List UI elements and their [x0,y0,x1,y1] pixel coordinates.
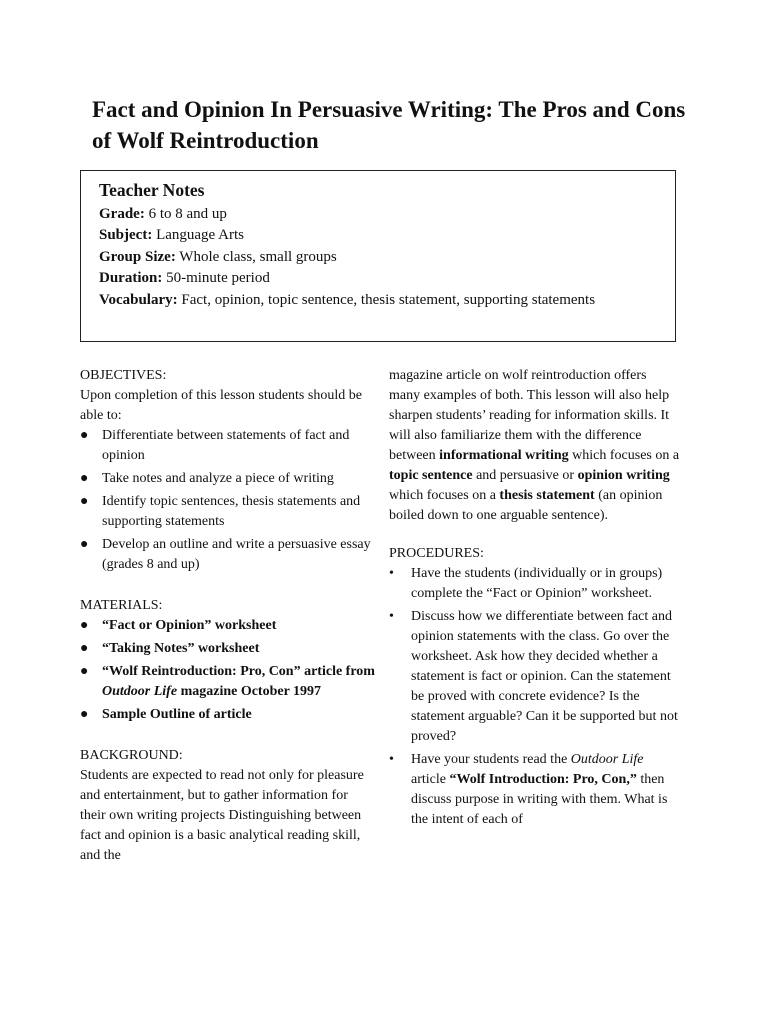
procedure-text-c: then discuss purpose in writing with them. What is the intent of each of [411,772,668,827]
bold-term: topic sentence [389,468,473,483]
material-text: “Fact or Opinion” worksheet [102,618,277,633]
text-span: which focuses on a [389,488,500,503]
left-column [80,366,376,866]
list-item: ● Identify topic sentences, thesis statements and supporting statements [80,494,361,529]
procedure-italic: Outdoor Life [570,752,644,767]
bold-term: thesis statement [499,488,595,503]
objective-text: Differentiate between statements of fact and opinion [102,428,350,463]
grade-label: Grade: [99,205,145,222]
procedure-text: Discuss how we differentiate between fact and opinion statements with the class. Go over the worksheet. Ask how they decided whether a statement is fact or opinion. Can the statement be proved with concrete evidence? Is the statement arguable? Can it be supported but not proved? [411,609,678,744]
teacher-notes-heading: Teacher Notes [99,180,205,200]
subject-value: Language Arts [152,227,244,243]
objectives-list [80,426,376,575]
duration-label: Duration: [99,270,163,286]
list-item: • Have the students (individually or in groups) complete the “Fact or Opinion” worksheet. [389,566,663,601]
text-span: magazine article on wolf reintroduction offers many examples of both. This lesson will also help sharpen students’ reading for information skills. It will also familiarize them with the difference between [389,368,670,463]
list-item: • Discuss how we differentiate between fact and opinion statements with the class. Go over the worksheet. Ask how they decided whether a statement is fact or opinion. Can the statement be proved with concrete evidence? Is the statement arguable? Can it be supported but not proved? [389,609,678,744]
procedure-text-a: Have your students read the [411,752,571,767]
list-item: ● Take notes and analyze a piece of writing [80,471,334,486]
duration-line [99,268,657,290]
duration-value: 50-minute period [162,270,270,286]
background-continued [389,366,681,526]
grade-line [99,204,657,226]
vocabulary-value: Fact, opinion, topic sentence, thesis statement, supporting statements [177,291,596,308]
objective-text: Take notes and analyze a piece of writing [102,471,334,486]
material-text: “Taking Notes” worksheet [102,641,260,656]
list-item: • Have your students read the Outdoor Life article “Wolf Introduction: Pro, Con,” then discuss purpose in writing with them. What is the intent of each of [389,752,668,827]
subject-line [99,225,657,247]
objective-text: Develop an outline and write a persuasive essay (grades 8 and up) [102,537,371,572]
text-span: (an opinion boiled down to one arguable sentence). [389,488,663,523]
list-item: ● “Wolf Reintroduction: Pro, Con” article from Outdoor Life magazine October 1997 [80,664,375,699]
vocabulary-line [99,290,657,312]
text-span: and persuasive or [472,468,578,483]
page-title: Fact and Opinion In Persuasive Writing: The Pros and Cons of Wolf Reintroduction [92,97,686,153]
material-text-a: “Wolf Reintroduction: Pro, Con” article from [102,664,375,679]
procedure-text-b: article [411,772,450,787]
group-size-label: Group Size: [99,248,176,265]
vocabulary-label: Vocabulary: [99,291,178,308]
grade-value: 6 to 8 and up [144,205,227,222]
material-italic: Outdoor Life [102,684,178,699]
group-size-value: Whole class, small groups [175,248,337,265]
material-text-b: magazine October 1997 [177,684,322,699]
text-span: which focuses on a [568,448,680,463]
procedures-heading: PROCEDURES: [389,546,484,561]
bold-term: informational writing [439,448,569,463]
procedures-list [389,564,681,830]
list-item: ● Develop an outline and write a persuasive essay (grades 8 and up) [80,537,371,572]
list-item: ● Differentiate between statements of fact and opinion [80,428,350,463]
list-item: ● Sample Outline of article [80,707,252,722]
subject-label: Subject: [99,227,153,243]
teacher-notes-box [80,170,676,342]
material-text: Sample Outline of article [102,707,252,722]
background-heading: BACKGROUND: [80,748,183,763]
materials-list [80,616,376,725]
objective-text: Identify topic sentences, thesis statements and supporting statements [102,494,361,529]
background-text: Students are expected to read not only for pleasure and entertainment, but to gather information for their own writing projects Distinguishing between fact and opinion is a basic analytical reading skill, and the [80,768,364,863]
objectives-intro: Upon completion of this lesson students should be able to: [80,388,362,423]
right-column [389,366,681,833]
procedure-text: Have the students (individually or in groups) complete the “Fact or Opinion” worksheet. [411,566,663,601]
list-item: ● “Taking Notes” worksheet [80,641,260,656]
procedure-bold: “Wolf Introduction: Pro, Con,” [449,772,637,787]
materials-heading: MATERIALS: [80,598,163,613]
objectives-heading: OBJECTIVES: [80,368,167,383]
group-size-line [99,247,657,269]
bold-term: opinion writing [577,468,670,483]
list-item: ● “Fact or Opinion” worksheet [80,618,277,633]
